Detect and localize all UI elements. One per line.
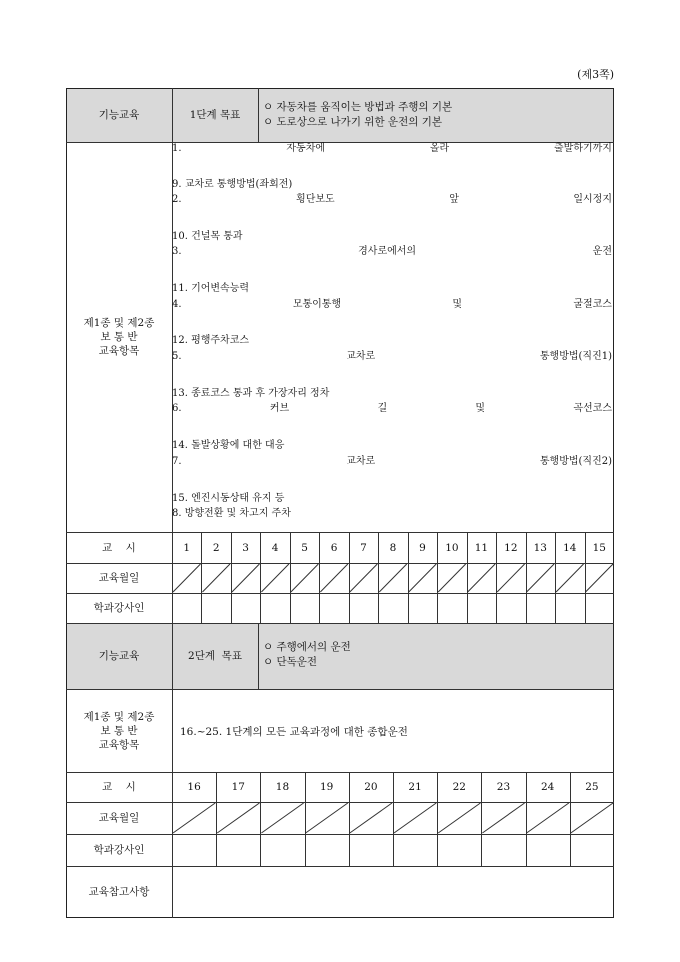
stage2-goal-label: 2단계 목표 (188, 650, 242, 662)
period-number: 18 (275, 781, 290, 793)
date-slash (527, 803, 569, 833)
item-word: 커브 (269, 403, 290, 414)
date-slash (586, 564, 613, 592)
item-word: 4. (172, 299, 182, 310)
stage1-goal-2: ㅇ 도로상으로 나가기 위한 운전의 기본 (263, 116, 442, 128)
stage1-item-1 (172, 142, 612, 155)
stage1-item-7 (172, 298, 612, 311)
stage1-item-9 (172, 350, 612, 363)
date-slash (438, 564, 465, 592)
date-slash (379, 564, 406, 592)
stage1-period-label: 교 시 (102, 541, 136, 554)
date-slash (438, 803, 480, 833)
stage2-item-text: 16.~25. 1단계의 모든 교육과정에 대한 종합운전 (180, 726, 408, 738)
date-slash (468, 564, 495, 592)
stage2-items-label (66, 689, 172, 772)
items-label-line-2: 보 통 반 (100, 331, 138, 343)
stage1-item-6: 11. 기어변속능력 (172, 283, 250, 294)
page-number: (제3쪽) (577, 68, 614, 81)
period-number: 21 (408, 781, 422, 793)
stage1-item-15: 8. 방향전환 및 차고지 주차 (172, 508, 291, 519)
period-number: 2 (212, 541, 220, 554)
item-word: 교차로 (346, 456, 376, 467)
item-word: 곡선코스 (573, 403, 612, 414)
period-number: 12 (504, 541, 518, 554)
item-word: 자동차에 (286, 143, 326, 154)
stage1-item-14: 15. 엔진시동상태 유지 등 (172, 493, 285, 504)
item-word: 1. (172, 143, 182, 154)
date-slash (497, 564, 524, 592)
period-number: 15 (592, 541, 606, 554)
stage2-goal-1: ㅇ 주행에서의 운전 (263, 641, 351, 653)
item-word: 통행방법(직진1) (539, 351, 612, 362)
item-word: 일시정지 (573, 194, 612, 205)
date-slash (350, 564, 377, 592)
period-number: 6 (330, 541, 338, 554)
stage1-date-label: 교육월일 (98, 572, 140, 584)
item-word: 및 (452, 299, 463, 310)
notes-label: 교육참고사항 (88, 886, 150, 898)
items-label-line-1: 제1종 및 제2종 (83, 710, 155, 723)
notes-input-area[interactable] (173, 867, 613, 917)
period-number: 19 (320, 781, 334, 793)
date-slash (261, 564, 288, 592)
items-label-line-2: 보 통 반 (100, 724, 138, 737)
period-number: 17 (231, 781, 245, 793)
item-word: 굴절코스 (573, 299, 612, 310)
date-slash (232, 564, 259, 592)
date-slash (482, 803, 524, 833)
period-number: 16 (187, 781, 201, 793)
item-word: 3. (172, 246, 182, 257)
item-word: 출발하기까지 (554, 143, 612, 154)
date-slash (350, 803, 392, 833)
item-word: 교차로 (346, 351, 376, 362)
item-word: 횡단보도 (296, 194, 335, 205)
stage1-item-3 (172, 193, 612, 206)
stage1-item-2: 9. 교차로 통행방법(좌회전) (172, 179, 293, 190)
stage1-goal-label: 1단계 목표 (189, 109, 241, 121)
period-number: 20 (364, 781, 378, 793)
stage1-item-5 (172, 245, 612, 258)
date-slash (527, 564, 554, 592)
period-number: 5 (301, 541, 308, 554)
item-word: 올라 (429, 143, 450, 154)
date-slash (291, 564, 318, 592)
item-word: 통행방법(직진2) (539, 456, 612, 467)
items-label-line-3: 교육항목 (98, 738, 140, 751)
date-slash (261, 803, 303, 833)
item-word: 2. (172, 194, 182, 205)
stage1-item-13 (172, 455, 612, 468)
stage2-goal-2: ㅇ 단독운전 (263, 656, 318, 668)
stage1-section-label: 기능교육 (98, 109, 140, 121)
item-word: 모통이통행 (292, 299, 342, 310)
date-slash (571, 803, 613, 833)
date-slash (556, 564, 583, 592)
item-word: 길 (377, 403, 388, 414)
period-number: 24 (541, 781, 555, 793)
items-label-line-3: 교육항목 (98, 345, 140, 357)
item-word: 및 (475, 403, 486, 414)
items-label-line-1: 제1종 및 제2종 (83, 317, 155, 329)
date-slash (320, 564, 347, 592)
period-number: 10 (445, 541, 459, 554)
stage2-period-label: 교 시 (102, 781, 136, 793)
stage1-item-8: 12. 평행주차코스 (172, 335, 250, 346)
item-word: 7. (172, 456, 182, 467)
date-slash (217, 803, 259, 833)
stage2-date-label: 교육월일 (98, 812, 140, 824)
period-number: 4 (271, 541, 279, 554)
period-number: 9 (419, 541, 426, 554)
period-number: 14 (563, 541, 577, 554)
stage1-items-label (66, 142, 172, 532)
period-number: 23 (496, 781, 511, 793)
item-word: 앞 (449, 194, 459, 205)
item-word: 운전 (592, 246, 612, 257)
date-slash (173, 564, 200, 592)
period-number: 13 (533, 541, 547, 554)
stage1-item-10: 13. 종료코스 통과 후 가장자리 정차 (172, 388, 330, 399)
item-word: 경사로에서의 (358, 246, 417, 257)
stage2-instructor-label: 학과강사인 (93, 844, 145, 856)
period-number: 22 (452, 781, 466, 793)
stage2-section-label: 기능교육 (98, 650, 140, 662)
period-number: 11 (474, 541, 489, 554)
stage1-instructor-label: 학과강사인 (93, 602, 145, 614)
date-slash (306, 803, 348, 833)
period-number: 7 (360, 541, 367, 554)
date-slash (394, 803, 436, 833)
date-slash (173, 803, 215, 833)
item-word: 5. (172, 351, 182, 362)
period-number: 8 (389, 541, 397, 554)
stage1-goal-1: ㅇ 자동차를 움직이는 방법과 주행의 기본 (263, 101, 453, 113)
stage1-item-12: 14. 돌발상황에 대한 대응 (172, 440, 285, 451)
item-word: 6. (172, 403, 182, 414)
period-number: 3 (242, 541, 249, 554)
date-slash (409, 564, 436, 592)
period-number: 1 (183, 541, 191, 554)
period-number: 25 (585, 781, 599, 793)
stage1-item-4: 10. 건널목 통과 (172, 231, 243, 242)
stage1-item-11 (172, 402, 612, 415)
date-slash (202, 564, 229, 592)
